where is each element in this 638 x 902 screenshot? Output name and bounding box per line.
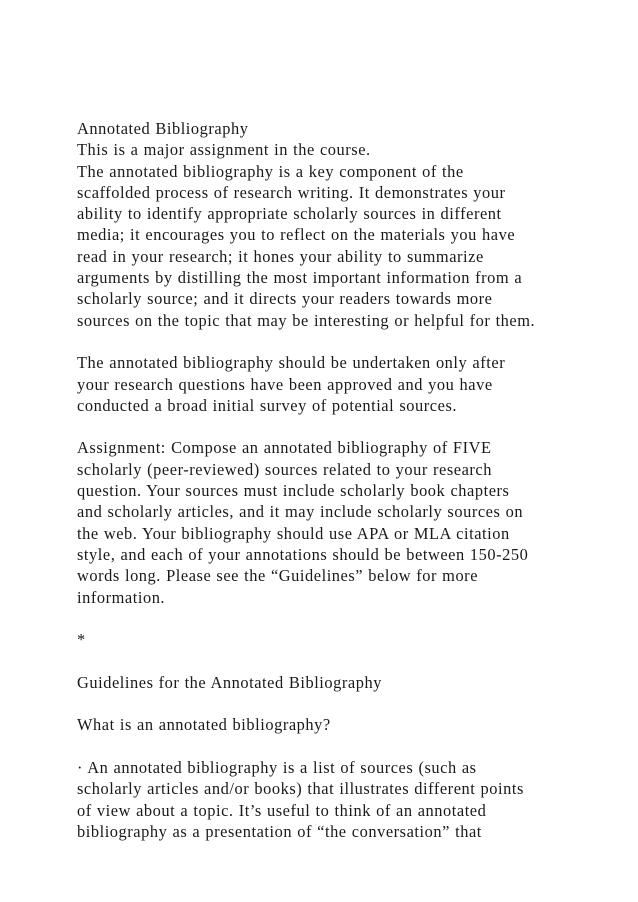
text-line: question. Your sources must include scholarly book chapters: [77, 481, 510, 501]
blank-line: [77, 608, 617, 629]
text-line: · An annotated bibliography is a list of sources (such as: [77, 757, 477, 777]
text-line: style, and each of your annotations should be between 150-250: [77, 544, 529, 564]
text-line: *: [77, 630, 86, 650]
text-line: arguments by distilling the most important information from a: [77, 268, 523, 288]
text-line: media; it encourages you to reflect on the materials you have: [77, 225, 516, 245]
text-line: The annotated bibliography is a key component of the: [77, 161, 464, 181]
blank-line: [77, 331, 617, 352]
blank-line: [77, 693, 617, 714]
text-line: sources on the topic that may be interesting or helpful for them.: [77, 310, 536, 330]
text-line: the web. Your bibliography should use APA or MLA citation: [77, 523, 510, 543]
text-line: Guidelines for the Annotated Bibliography: [77, 672, 382, 692]
text-line: information.: [77, 587, 166, 607]
text-line: your research questions have been approved and you have: [77, 374, 493, 394]
text-line: ability to identify appropriate scholarly sources in different: [77, 204, 502, 224]
text-line: Annotated Bibliography: [77, 119, 249, 138]
blank-line: [77, 650, 617, 671]
document-text: [77, 118, 617, 842]
text-line: This is a major assignment in the course.: [77, 140, 371, 160]
text-line: and scholarly articles, and it may include scholarly sources on: [77, 502, 524, 522]
text-line: scholarly (peer-reviewed) sources related to your research: [77, 459, 493, 479]
text-line: Assignment: Compose an annotated bibliography of FIVE: [77, 438, 492, 458]
text-line: conducted a broad initial survey of potential sources.: [77, 395, 458, 415]
text-line: What is an annotated bibliography?: [77, 715, 331, 735]
blank-line: [77, 416, 617, 437]
text-line: of view about a topic. It’s useful to think of an annotated: [77, 800, 487, 820]
text-line: The annotated bibliography should be undertaken only after: [77, 353, 506, 373]
text-line: bibliography as a presentation of “the conversation” that: [77, 821, 482, 841]
text-line: scholarly articles and/or books) that illustrates different points: [77, 779, 524, 799]
text-line: words long. Please see the “Guidelines” below for more: [77, 566, 479, 586]
blank-line: [77, 736, 617, 757]
text-line: read in your research; it hones your ability to summarize: [77, 246, 484, 266]
text-line: scaffolded process of research writing. It demonstrates your: [77, 182, 506, 202]
text-line: scholarly source; and it directs your readers towards more: [77, 289, 493, 309]
